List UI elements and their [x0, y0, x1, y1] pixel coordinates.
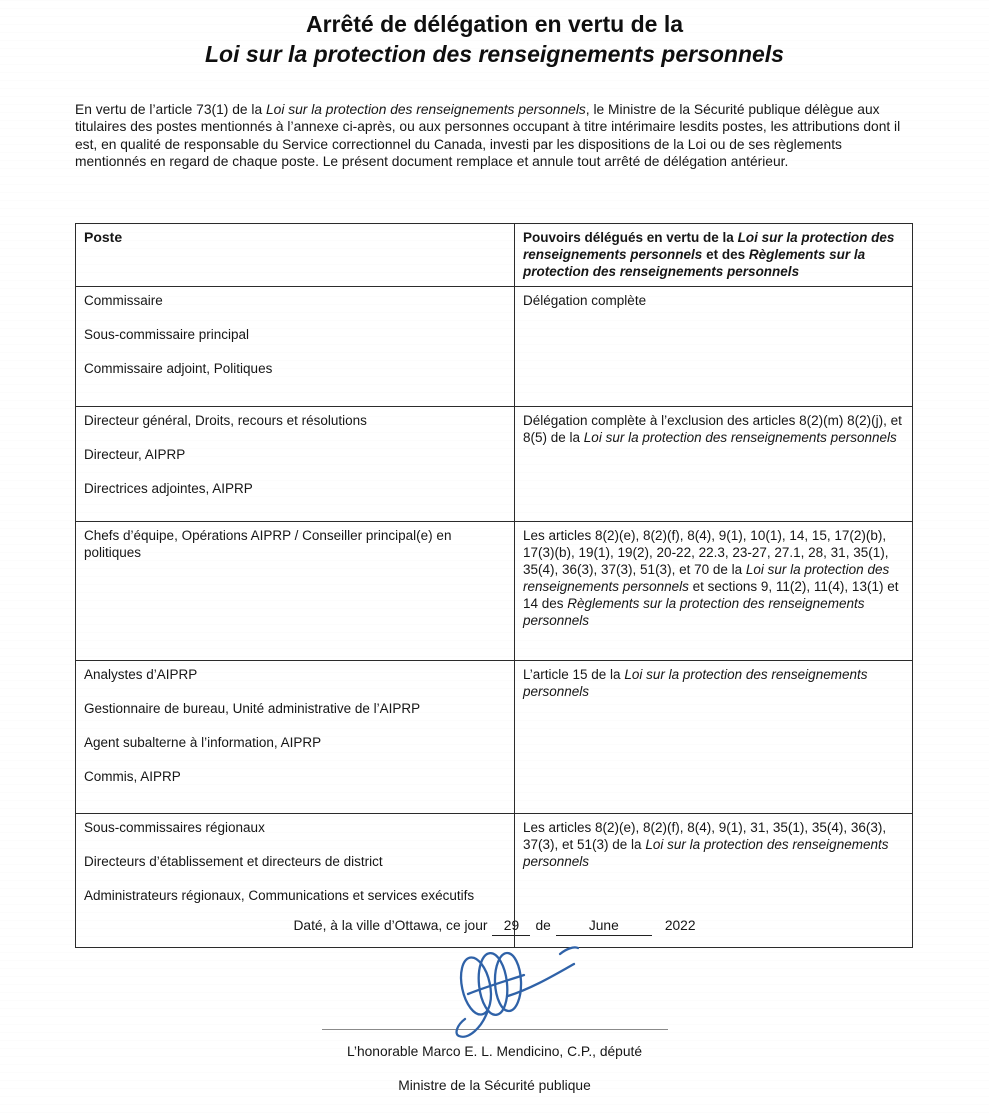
- position-line: Commis, AIPRP: [84, 769, 181, 784]
- table-row: [76, 407, 913, 522]
- text-segment: Les articles 8(2)(e), 8(2)(f), 8(4), 9(1), 10(1), 14, 15, 17(2)(b), 17(3)(b), 19(1), 19(2), 20-22, 22.3, 23-27, 27.1, 28, 31, 35(1), 35(4), 36(3), 37(3), 51(3), et 70 de la: [523, 528, 889, 577]
- position-line: Analystes d’AIPRP: [84, 667, 198, 682]
- table-row: [76, 522, 913, 661]
- date-line: [0, 918, 989, 936]
- position-cell: [76, 407, 515, 522]
- position-line: Directrices adjointes, AIPRP: [84, 481, 253, 496]
- position-line: Sous-commissaires régionaux: [84, 820, 265, 835]
- text-segment: , le Ministre de la Sécurité publique délègue aux titulaires des postes mentionnés à l’annexe ci-après, ou aux personnes occupant à titre intérimaire lesdits postes, les attributions dont il est, en qualité de responsable du Service correctionnel du Canada, investi par les dispositions de la Loi ou de ses règlements mentionnés en regard de chaque poste. Le présent document remplace et annule tout arrêté de délégation antérieur.: [75, 102, 901, 170]
- signatory-title: Ministre de la Sécurité publique: [398, 1078, 591, 1093]
- text-segment: Règlements sur la protection des renseignements personnels: [523, 247, 866, 279]
- position-line: Commissaire: [84, 293, 163, 308]
- powers-cell: [515, 661, 913, 814]
- text-segment: Les articles 8(2)(e), 8(2)(f), 8(4), 9(1), 31, 35(1), 35(4), 36(3), 37(3), et 51(3) de la: [523, 820, 887, 852]
- date-day-value: 29: [503, 918, 520, 933]
- page-title-line2: Loi sur la protection des renseignements personnels: [205, 41, 784, 67]
- position-cell: [76, 287, 515, 407]
- text-segment: et des: [702, 247, 749, 262]
- powers-cell: [515, 522, 913, 661]
- page-title-line1: Arrêté de délégation en vertu de la: [305, 11, 684, 37]
- delegation-table: [75, 223, 913, 948]
- table-row: [76, 287, 913, 407]
- position-line: Sous-commissaire principal: [84, 327, 250, 342]
- date-de-label: de: [535, 918, 551, 933]
- table-row: [76, 661, 913, 814]
- text-segment: Loi sur la protection des renseignements personnels: [523, 562, 890, 594]
- position-line: Directeurs d’établissement et directeurs de district: [84, 854, 383, 869]
- date-year: 2022: [664, 918, 696, 933]
- position-cell: [76, 661, 515, 814]
- powers-cell: [515, 407, 913, 522]
- table-body: [76, 287, 913, 948]
- powers-cell: [515, 287, 913, 407]
- position-line: Agent subalterne à l’information, AIPRP: [84, 735, 322, 750]
- position-line: Directeur, AIPRP: [84, 447, 186, 462]
- position-line: Administrateurs régionaux, Communications et services exécutifs: [84, 888, 475, 903]
- text-segment: Loi sur la protection des renseignements personnels: [583, 430, 897, 445]
- handwritten-signature-icon: [446, 944, 588, 1046]
- date-day-field: [492, 918, 530, 936]
- text-segment: Loi sur la protection des renseignements personnels: [523, 667, 868, 699]
- date-prefix: Daté, à la ville d’Ottawa, ce jour: [293, 918, 488, 933]
- position-cell: [76, 522, 515, 661]
- position-line: Directeur général, Droits, recours et résolutions: [84, 413, 367, 428]
- text-segment: Règlements sur la protection des renseignements personnels: [523, 596, 865, 628]
- text-segment: L’article 15 de la: [523, 667, 625, 682]
- text-segment: Loi sur la protection des renseignements personnels: [523, 230, 895, 262]
- text-segment: Loi sur la protection des renseignements personnels: [523, 837, 889, 869]
- text-segment: Pouvoirs délégués en vertu de la: [523, 230, 738, 245]
- text-segment: et sections 9, 11(2), 11(4), 13(1) et 14 des: [523, 579, 899, 611]
- intro-paragraph: [75, 101, 915, 171]
- text-segment: Loi sur la protection des renseignements personnels: [265, 102, 586, 117]
- position-line: Chefs d’équipe, Opérations AIPRP / Conseiller principal(e) en politiques: [84, 528, 452, 560]
- signatory-name: L’honorable Marco E. L. Mendicino, C.P., député: [346, 1044, 643, 1059]
- page-title: [0, 9, 989, 69]
- table-header-row: [76, 224, 913, 287]
- text-segment: Délégation complète à l’exclusion des articles 8(2)(m) 8(2)(j), et 8(5) de la: [523, 413, 902, 445]
- date-month-value: June: [588, 918, 619, 933]
- text-segment: En vertu de l’article 73(1) de la: [75, 102, 266, 117]
- pouvoirs-column-header: [515, 224, 913, 287]
- date-month-field: [556, 918, 652, 936]
- text-segment: Délégation complète: [523, 293, 647, 308]
- position-line: Gestionnaire de bureau, Unité administrative de l’AIPRP: [84, 701, 421, 716]
- position-line: Commissaire adjoint, Politiques: [84, 361, 273, 376]
- poste-column-header: Poste: [76, 224, 515, 287]
